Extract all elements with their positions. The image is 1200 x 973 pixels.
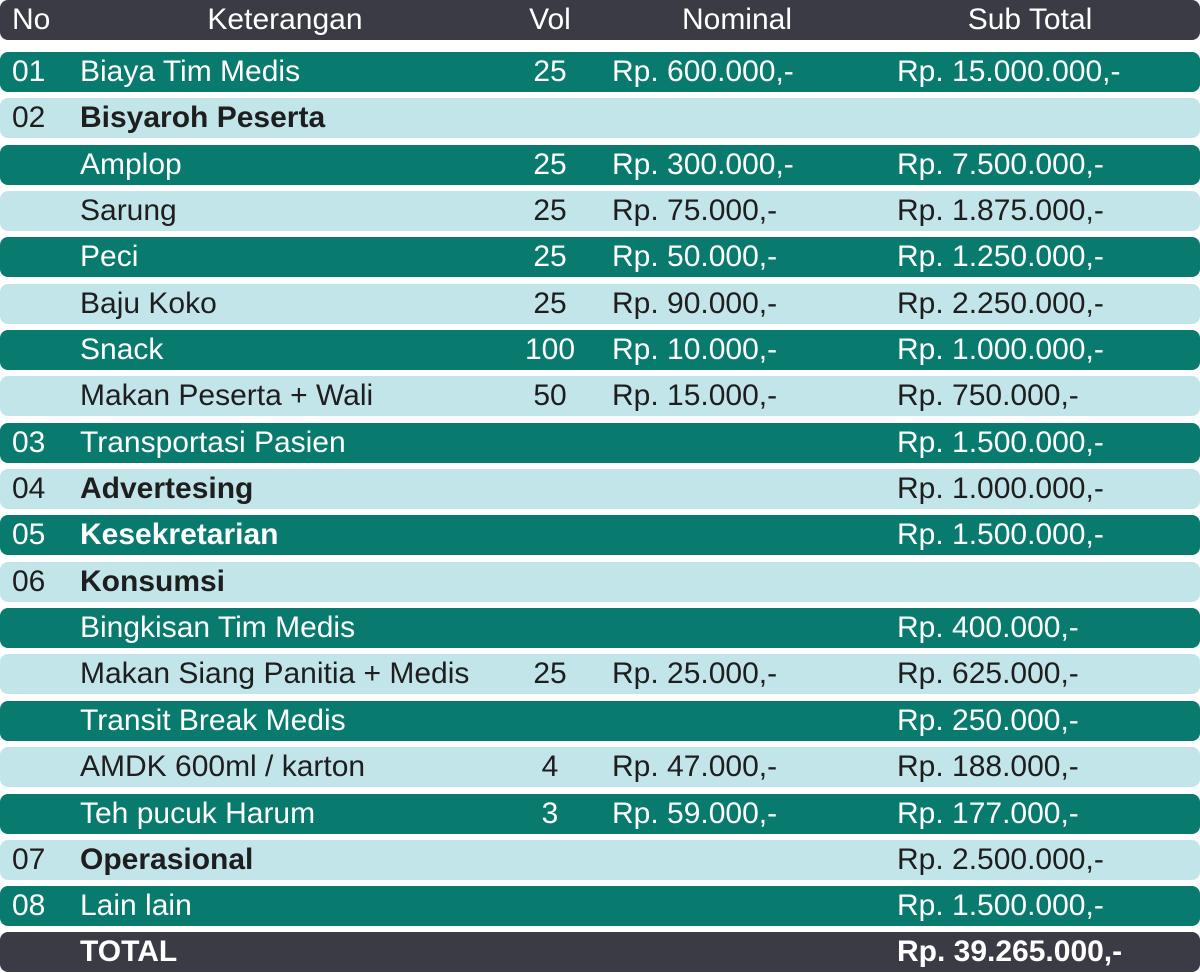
row-keterangan: Lain lain bbox=[80, 889, 192, 922]
table-row bbox=[0, 191, 1200, 231]
row-vol: 25 bbox=[533, 240, 567, 273]
total-row bbox=[0, 932, 1200, 972]
row-vol bbox=[520, 701, 580, 741]
row-no: 04 bbox=[12, 472, 46, 505]
row-subtotal: Rp. 250.000,- bbox=[897, 704, 1079, 737]
row-vol bbox=[520, 886, 580, 926]
row-subtotal: Rp. 177.000,- bbox=[897, 797, 1079, 830]
row-vol bbox=[520, 515, 580, 555]
row-subtotal: Rp. 400.000,- bbox=[897, 611, 1079, 644]
total-label: TOTAL bbox=[80, 935, 178, 968]
row-keterangan: Baju Koko bbox=[80, 287, 217, 320]
table-row bbox=[0, 145, 1200, 185]
row-keterangan: Peci bbox=[80, 240, 139, 273]
header-nominal: Nominal bbox=[681, 3, 793, 36]
row-keterangan: Amplop bbox=[80, 148, 182, 181]
row-keterangan: Makan Peserta + Wali bbox=[80, 379, 374, 412]
table-row bbox=[0, 562, 1200, 602]
row-vol: 50 bbox=[533, 379, 567, 412]
row-nominal: Rp. 59.000,- bbox=[612, 797, 778, 830]
row-subtotal: Rp. 1.875.000,- bbox=[897, 194, 1104, 227]
row-no: 08 bbox=[12, 889, 46, 922]
row-vol: 100 bbox=[524, 333, 576, 366]
row-subtotal: Rp. 1.000.000,- bbox=[897, 333, 1104, 366]
row-keterangan: Sarung bbox=[80, 194, 177, 227]
row-subtotal: Rp. 7.500.000,- bbox=[897, 148, 1104, 181]
table-row bbox=[0, 794, 1200, 834]
row-keterangan: Teh pucuk Harum bbox=[80, 797, 316, 830]
table-row bbox=[0, 840, 1200, 880]
row-keterangan: Snack bbox=[80, 333, 164, 366]
row-nominal: Rp. 47.000,- bbox=[612, 750, 778, 783]
total-value: Rp. 39.265.000,- bbox=[897, 935, 1123, 968]
row-keterangan: AMDK 600ml / karton bbox=[80, 750, 366, 783]
row-vol: 25 bbox=[533, 55, 567, 88]
table-header bbox=[0, 0, 1200, 40]
row-nominal: Rp. 25.000,- bbox=[612, 657, 778, 690]
row-vol: 25 bbox=[533, 148, 567, 181]
row-keterangan: Makan Siang Panitia + Medis bbox=[80, 657, 470, 690]
row-subtotal: Rp. 1.250.000,- bbox=[897, 240, 1104, 273]
table-row bbox=[0, 237, 1200, 277]
header-keterangan: Keterangan bbox=[207, 3, 363, 36]
row-vol: 25 bbox=[533, 194, 567, 227]
table-row bbox=[0, 886, 1200, 926]
header-subtotal: Sub Total bbox=[967, 3, 1093, 36]
row-keterangan: Bingkisan Tim Medis bbox=[80, 611, 356, 644]
row-keterangan: Transportasi Pasien bbox=[80, 426, 346, 459]
table-row bbox=[0, 52, 1200, 92]
row-vol: 25 bbox=[533, 657, 567, 690]
row-subtotal: Rp. 188.000,- bbox=[897, 750, 1079, 783]
row-subtotal: Rp. 2.500.000,- bbox=[897, 843, 1104, 876]
table-row bbox=[0, 608, 1200, 648]
row-vol bbox=[520, 562, 580, 602]
row-vol: 3 bbox=[541, 797, 559, 830]
row-subtotal: Rp. 1.500.000,- bbox=[897, 426, 1104, 459]
row-vol bbox=[520, 608, 580, 648]
table-row bbox=[0, 515, 1200, 555]
row-no: 05 bbox=[12, 518, 46, 551]
row-subtotal: Rp. 2.250.000,- bbox=[897, 287, 1104, 320]
table-row bbox=[0, 747, 1200, 787]
row-keterangan: Konsumsi bbox=[80, 565, 226, 598]
table-row bbox=[0, 376, 1200, 416]
row-vol: 4 bbox=[541, 750, 559, 783]
row-nominal: Rp. 600.000,- bbox=[612, 55, 794, 88]
row-nominal: Rp. 90.000,- bbox=[612, 287, 778, 320]
row-subtotal: Rp. 1.000.000,- bbox=[897, 472, 1104, 505]
table-row bbox=[0, 701, 1200, 741]
row-nominal: Rp. 75.000,- bbox=[612, 194, 778, 227]
table-row bbox=[0, 469, 1200, 509]
row-vol bbox=[520, 423, 580, 463]
row-keterangan: Bisyaroh Peserta bbox=[80, 101, 326, 134]
row-subtotal: Rp. 625.000,- bbox=[897, 657, 1079, 690]
row-keterangan: Kesekretarian bbox=[80, 518, 279, 551]
row-no: 02 bbox=[12, 101, 46, 134]
table-row bbox=[0, 98, 1200, 138]
row-nominal: Rp. 10.000,- bbox=[612, 333, 778, 366]
row-no: 01 bbox=[12, 55, 46, 88]
table-row bbox=[0, 284, 1200, 324]
header-vol: Vol bbox=[529, 3, 571, 36]
row-keterangan: Operasional bbox=[80, 843, 254, 876]
row-subtotal: Rp. 1.500.000,- bbox=[897, 518, 1104, 551]
table-row bbox=[0, 330, 1200, 370]
header-no: No bbox=[12, 3, 51, 36]
row-vol bbox=[520, 98, 580, 138]
row-keterangan: Transit Break Medis bbox=[80, 704, 346, 737]
row-no: 07 bbox=[12, 843, 46, 876]
row-nominal: Rp. 300.000,- bbox=[612, 148, 794, 181]
row-vol: 25 bbox=[533, 287, 567, 320]
table-row bbox=[0, 654, 1200, 694]
row-no: 06 bbox=[12, 565, 46, 598]
row-vol bbox=[520, 469, 580, 509]
row-subtotal: Rp. 750.000,- bbox=[897, 379, 1079, 412]
row-nominal: Rp. 50.000,- bbox=[612, 240, 778, 273]
table-row bbox=[0, 423, 1200, 463]
row-subtotal: Rp. 15.000.000,- bbox=[897, 55, 1121, 88]
row-keterangan: Biaya Tim Medis bbox=[80, 55, 301, 88]
row-no: 03 bbox=[12, 426, 46, 459]
row-keterangan: Advertesing bbox=[80, 472, 254, 505]
row-vol bbox=[520, 840, 580, 880]
row-nominal: Rp. 15.000,- bbox=[612, 379, 778, 412]
row-subtotal: Rp. 1.500.000,- bbox=[897, 889, 1104, 922]
